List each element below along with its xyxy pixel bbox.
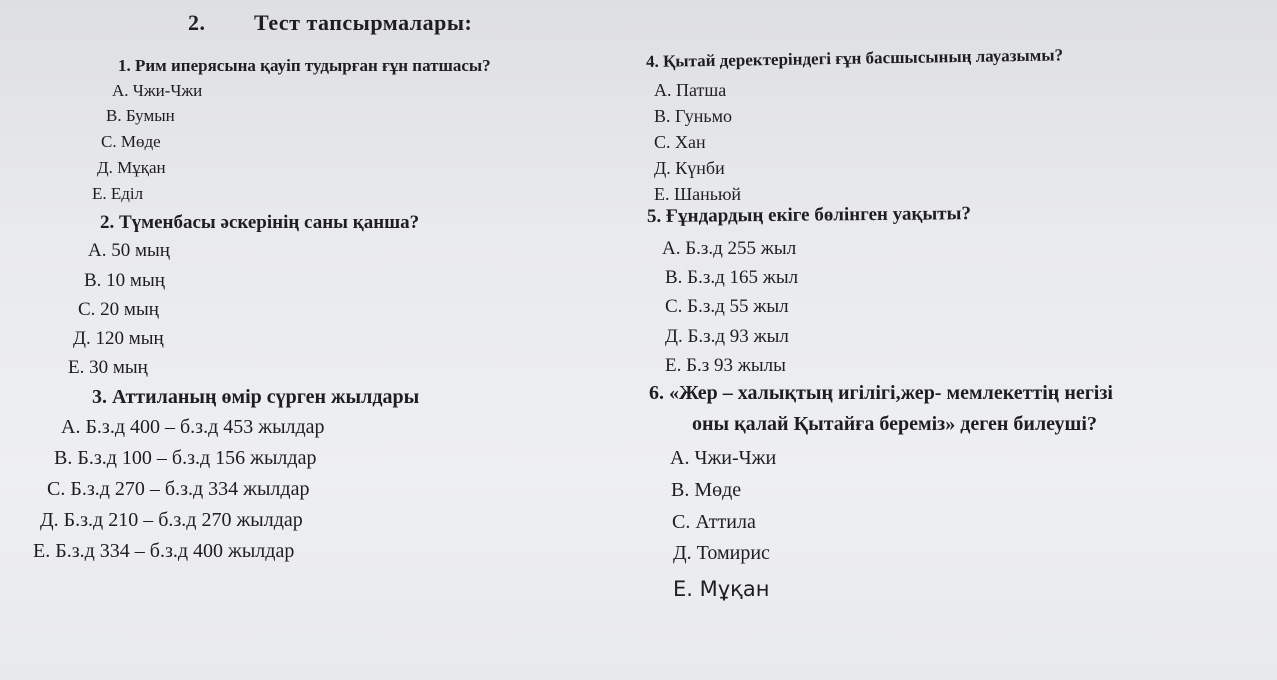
q1-option-c: С. Мөде [101,132,161,151]
q2-option-b: В. 10 мың [84,270,165,291]
q2-option-d: Д. 120 мың [73,328,164,349]
section-heading [188,10,472,36]
q5-option-e: Е. Б.з 93 жылы [665,355,786,376]
q4-option-d: Д. Күнби [654,158,725,178]
q5-option-d: Д. Б.з.д 93 жыл [665,326,789,347]
q6-option-b: В. Мөде [671,479,742,501]
q2-option-c: С. 20 мың [78,299,159,320]
question-6-line-1: 6. «Жер – халықтың игілігі,жер- мемлекеттің негізі [649,382,1113,404]
question-6-line-2: оны қалай Қытайға береміз» деген билеуші? [692,413,1097,435]
q2-option-e: Е. 30 мың [68,357,148,378]
q4-option-a: А. Патша [654,80,727,100]
question-3: 3. Аттиланың өмір сүрген жылдары [92,386,420,408]
q3-option-d: Д. Б.з.д 210 – б.з.д 270 жылдар [40,509,303,531]
q3-option-a: А. Б.з.д 400 – б.з.д 453 жылдар [61,416,325,438]
q1-option-e: Е. Еділ [92,184,144,203]
q4-option-c: С. Хан [654,132,706,152]
q6-option-e: Е. Мұқан [673,577,770,601]
q1-option-b: В. Бумын [106,106,175,125]
q2-option-a: А. 50 мың [88,240,170,261]
q4-option-b: В. Гуньмо [654,106,732,126]
question-5: 5. Ғұндардың екіге бөлінген уақыты? [646,203,971,227]
q6-option-a: А. Чжи-Чжи [670,447,777,469]
q3-option-c: С. Б.з.д 270 – б.з.д 334 жылдар [47,478,310,500]
q5-option-a: А. Б.з.д 255 жыл [662,238,797,259]
q5-option-b: В. Б.з.д 165 жыл [665,267,799,288]
q1-option-d: Д. Мұқан [97,158,166,177]
q6-option-c: С. Аттила [672,511,756,533]
section-title: Тест тапсырмалары: [254,10,473,35]
question-1: 1. Рим иперясына қауіп тудырған ғұн патшасы? [118,56,491,75]
q5-option-c: С. Б.з.д 55 жыл [665,296,789,317]
q6-option-d: Д. Томирис [673,542,770,564]
q4-option-e: Е. Шаньюй [654,184,742,204]
q3-option-b: В. Б.з.д 100 – б.з.д 156 жылдар [54,447,317,469]
q3-option-e: Е. Б.з.д 334 – б.з.д 400 жылдар [33,540,295,562]
section-number: 2. [188,10,206,35]
question-2: 2. Түменбасы әскерінің саны қанша? [100,212,420,233]
question-4: 4. Қытай деректеріндегі ғұн басшысының лауазымы? [645,45,1064,71]
q1-option-a: А. Чжи-Чжи [112,81,203,100]
